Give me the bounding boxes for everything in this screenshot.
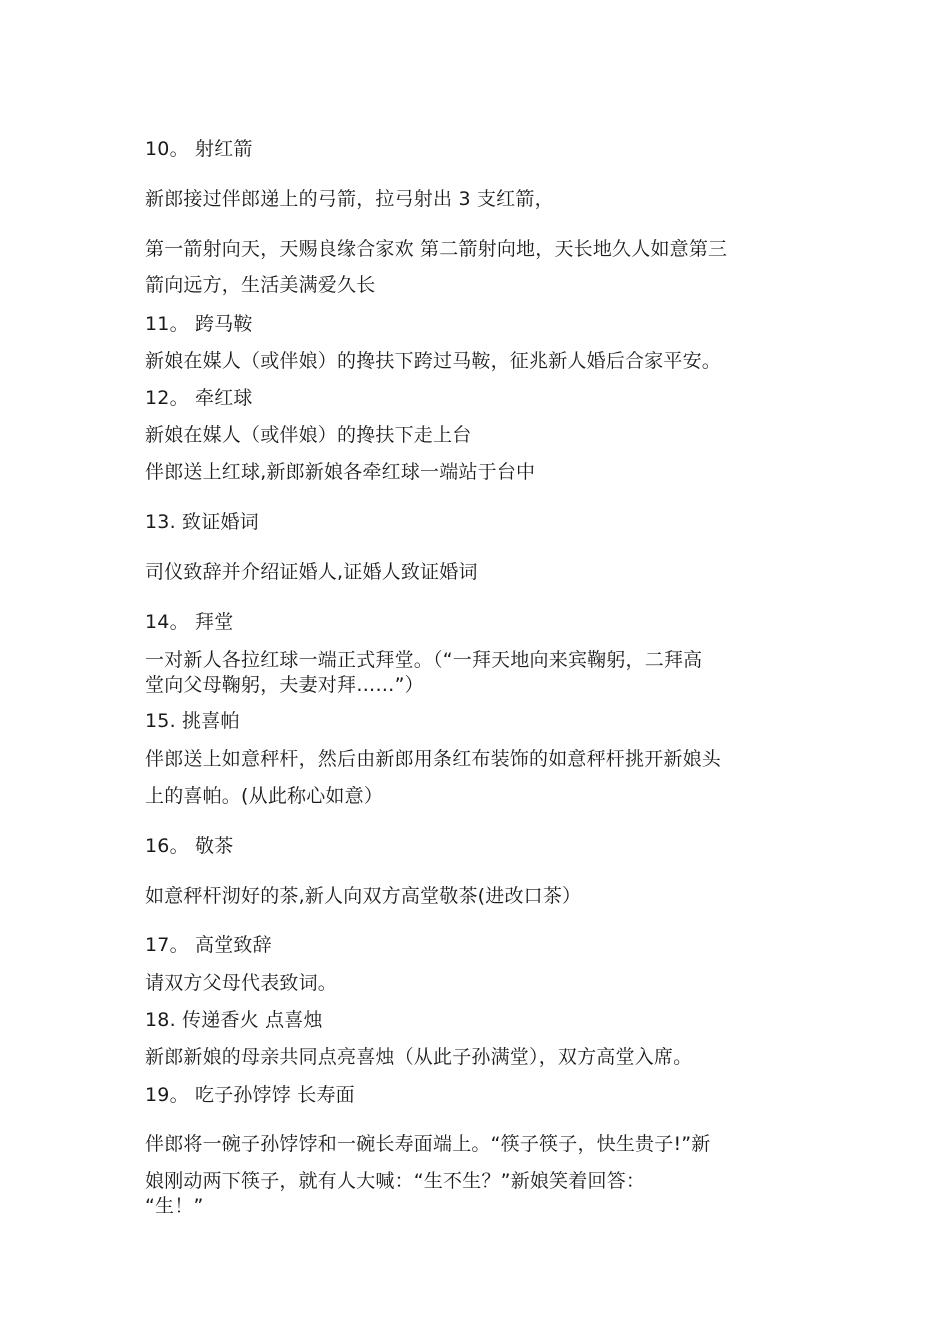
paragraph-line: 如意秤杆沏好的茶,新人向双方高堂敬茶(进改口茶）	[145, 885, 582, 907]
section-heading-18: 18. 传递香火 点喜烛	[145, 1009, 323, 1031]
paragraph-line: 新郎新娘的母亲共同点亮喜烛（从此子孙满堂），双方高堂入席。	[145, 1046, 693, 1068]
section-heading-17: 17。 高堂致辞	[145, 934, 272, 956]
paragraph-line: 伴郎送上红球,新郎新娘各牵红球一端站于台中	[145, 461, 536, 483]
section-heading-19: 19。 吃子孙饽饽 长寿面	[145, 1084, 355, 1106]
paragraph-line: 新娘在媒人（或伴娘）的搀扶下走上台	[145, 424, 472, 446]
paragraph-line: “生！”	[145, 1195, 204, 1217]
paragraph-line: 伴郎将一碗子孙饽饽和一碗长寿面端上。“筷子筷子，快生贵子!”新	[145, 1133, 711, 1155]
section-heading-14: 14。 拜堂	[145, 611, 234, 633]
paragraph-line: 伴郎送上如意秤杆，然后由新郎用条红布装饰的如意秤杆挑开新娘头	[145, 748, 722, 770]
section-heading-10: 10。 射红箭	[145, 138, 253, 160]
section-heading-15: 15. 挑喜帕	[145, 710, 240, 732]
paragraph-line: 新郎接过伴郎递上的弓箭，拉弓射出 3 支红箭，	[145, 188, 554, 210]
paragraph-line: 司仪致辞并介绍证婚人,证婚人致证婚词	[145, 561, 478, 583]
section-heading-12: 12。 牵红球	[145, 387, 253, 409]
paragraph-line: 箭向远方，生活美满爱久长	[145, 274, 376, 296]
paragraph-line: 新娘在媒人（或伴娘）的搀扶下跨过马鞍，征兆新人婚后合家平安。	[145, 350, 722, 372]
section-heading-11: 11。 跨马鞍	[145, 313, 253, 335]
paragraph-line: 第一箭射向天，天赐良缘合家欢 第二箭射向地，天长地久人如意第三	[145, 238, 728, 260]
paragraph-line: 娘刚动两下筷子，就有人大喊：“生不生？”新娘笑着回答：	[145, 1170, 646, 1192]
paragraph-line: 堂向父母鞠躬，夫妻对拜……”）	[145, 674, 424, 696]
section-heading-13: 13. 致证婚词	[145, 511, 259, 533]
paragraph-line: 上的喜帕。(从此称心如意）	[145, 785, 384, 807]
paragraph-line: 请双方父母代表致词。	[145, 972, 338, 994]
paragraph-line: 一对新人各拉红球一端正式拜堂。（“一拜天地向来宾鞠躬，二拜高	[145, 649, 703, 671]
section-heading-16: 16。 敬茶	[145, 835, 234, 857]
